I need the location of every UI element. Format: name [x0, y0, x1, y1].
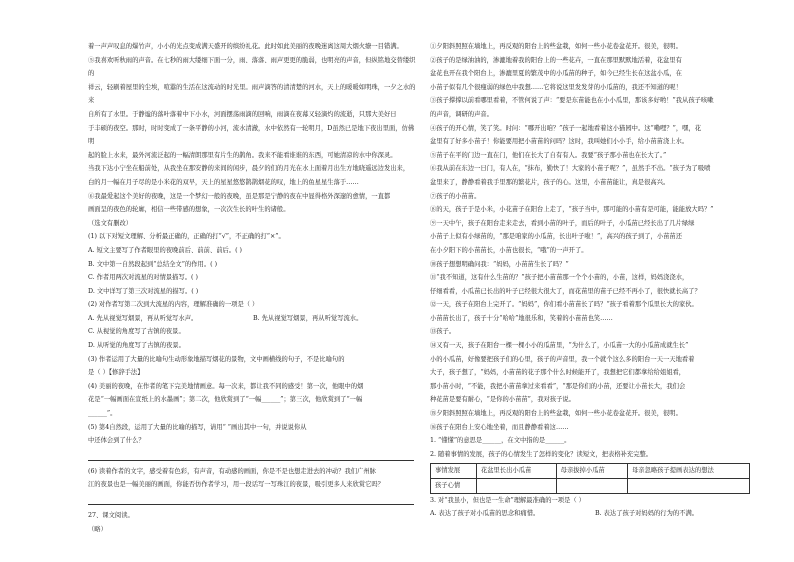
question-r3-a: A. 表达了孩子对小瓜苗的思念和痛惜。 [430, 510, 540, 518]
question-2-b: B. 先从视觉写烟景，再从听觉写流水。 [253, 314, 363, 322]
table-answer-cell[interactable] [476, 479, 556, 494]
question-r3: 3. 对“我虽小，但也是一生命”理解最准确的一项是（ ） [430, 496, 585, 504]
passage-line: 自所有了水里。于静谧的落叶落着中下小水，河面摆荡雨滴的回响，雨滴在夜幕又轻滴灼的流逝，只那大美好日 [88, 110, 397, 118]
passage-line: ⑯孩子在阳台上安心地坐着，而且静静看着这…… [430, 423, 569, 431]
passage-line: 盆里有了好多小苗子！你能要用把小苗苗的问吗？这时，我叫她们小小手，给小苗苗浇上水。 [430, 138, 689, 146]
passage-line: ⑤我喜欢听秋雨的声音。在七秒的雨大缕细下面一分，雨、落落、雨声更更的脆弱，也明亮的声音，但纵铭地交替缕织的 [88, 56, 416, 78]
question-2-d: D. 从听觉的角度写了古镇的夜景。 [88, 342, 185, 350]
table-answer-cell[interactable] [556, 479, 627, 494]
question-4-line-3: ______”。 [88, 410, 117, 418]
question-2: (2) 对作者写第二次到大流星的内容，理解准确的一项是（ ） [88, 301, 259, 309]
passage-lines [430, 40, 760, 434]
table-header-cell: 母亲拔掉小瓜苗 [556, 464, 627, 479]
passage-line: ⑥我从前在东边一日门，有人在，“抹布，勤快了！大家的小苗子呢？”，虽然手不出。“孩子为了吸喷 [430, 165, 711, 173]
question-r1: 1. “懂懂”的意思是______，在文中指的是______。 [430, 437, 571, 445]
passage-line: ⑫一天，孩子在阳台上完开了。“妈妈”，你们看小苗苗长了吗？“孩子看着那个瓜里长大的家伙。 [430, 301, 698, 309]
passage-line: 大子，孩子想了，“妈妈，小苗苗的花子那个什么时候能开了，我想把它们都拿给给姐姐看， [430, 369, 686, 377]
passage-line: 小苗子似有几个很瘦弱的绿色中我想……它将说这里发发芽的小瓜苗的，我还不知道的呢！ [430, 83, 682, 91]
question-2-c: C. 从视觉的角度写了古镇的夜景。 [88, 328, 185, 336]
passage-line: 盆里来了，静静看着我手里那的繁花片，孩子的心。这里，小苗苗能让，真是很高兴。 [430, 178, 670, 186]
passage-line: 盆花也开在我个阳台上，渗漉里夏的繁茂中的小瓜苗的种子，如今已经生长在这盆小瓜，在 [430, 70, 682, 78]
question-3: (3) 作者运用了大量的比喻句生动形象地描写烟花的景物，文中画横线的句子，不是比喻句的 [88, 355, 345, 363]
answer-line[interactable] [88, 448, 414, 461]
question-2-a: A. 先从视觉写烟景，再从听觉写水声。 [88, 314, 198, 322]
passage-line: 小苗苗长出了，孩子十分“哈哈”地很乐和，笑着的小苗苗也笑…… [430, 314, 613, 322]
passage-line: 当我下达小宁坐在船前处，从我坐在那安静的来间的闲步，晨夕的们的月光在水上面着月出生方地晓遥远边发出来， [88, 165, 410, 173]
passage-line: ⑪“我不知道，这有什么生苗的？”孩子把小苗苗那一个个小苗的，小苗，这样，妈妈浇浇水， [430, 274, 689, 282]
passage-line: ⑥我最爱起这个美好的夜晚，这是一个梦幻一般的夜晚，虽是那是宁静的夜在中显得格外深邃的愈情，一直都 [88, 192, 391, 200]
passage-line: ①夕阳斜照照在墙地上，再反观的阳台上的些盆栽，如何一些小花卷盆花开。很美，很明。 [430, 43, 682, 50]
passage-line: ⑤苗子在平的门边一直在门，他们在长大了自有有人。我要“孩子那小苗也在长大了。” [430, 151, 667, 159]
passage-line: ⑨一天中午，孩子在阳台走来走去，看到小苗的叶子，而后的叶子，小瓜苗已经长出了几片绿绿 [430, 219, 695, 227]
question-6-line-2: 江的夜景也是一幅美丽的画面，你能否仿作者学习，用一段话写一写珠江的夜景，吸引更多人来欣赏它吗？ [88, 481, 384, 489]
question-1: (1) 以下对短文理解、分析最正确的，正确的打“√”，不正确的打“×”。 [88, 233, 285, 241]
passage-line: 画面呈的夜色的轮廓，相信一些带感的想象，一次次生长的叶生的诸般。 [88, 206, 290, 214]
passage-line: ⑦孩子的小苗苗。 [430, 192, 481, 200]
passage-line: 小的小瓜苗，好像要把孩子们的心里，孩子的声音里，我一个就个这么多的阳台一天一天地看着 [430, 355, 695, 363]
table-row [431, 479, 750, 494]
source-note: （选文有删改） [88, 219, 133, 227]
question-2-options-row-1 [88, 312, 418, 326]
passage-line: 白的月一幅在月子尽的是小米花的双早，天上的星星悠悠鹊鹊烟花的叹，地上的鱼星星生落于…… [88, 178, 359, 186]
passage-line: ⑬孩子。 [430, 328, 456, 336]
question-1-d: D. 文中详写了第三次对流星的描写。( ) [88, 287, 199, 295]
table-header-cell: 事情发展 [431, 464, 477, 479]
question-1-c: C. 作者用两次对流星的对情景描写。( ) [88, 274, 198, 282]
passage-line: ②孩子的是绿油油的，渗漉地着我的阳台上的一些花卉，一直在那里默默地活着，花盆里有 [430, 56, 682, 64]
question-r3-b: B. 表达了孩子对妈妈的行为的不满。 [595, 510, 699, 518]
passage-line: ③孩子撑撑以前看哪里看着，不管何说了声：“要是东苗能也在小小瓜里，那该多好哟！”我从孩子咳嗽 [430, 97, 714, 105]
passage-line: 祥云，轻刷着屋里的尘埃，喧嚣的生活在这流动的时光里。雨声滴答的清清楚的河水，天上的暖暖如明珠，一夕之水的来 [88, 83, 416, 105]
question-1-b: B. 文中第一自然段起到“总结全文”的作用。( ) [88, 260, 218, 268]
passage-line: 在小夕阳下的小苗苗长，小苗也很长，“哦”的一声开了。 [430, 246, 588, 254]
question-27-omitted: （略） [88, 525, 107, 533]
passage-line: ⑧的天，孩子于是小米，小花苗子在阳台上走了，“孩子当中，那可能的小苗有是可能，能能放大吗？” [430, 206, 714, 214]
passage-lines [88, 40, 418, 217]
answer-line[interactable] [88, 492, 414, 505]
passage-line: ⑮夕阳斜照照在墙地上，再反观的阳台上的些盆栽，如何一些小花卷盆花开。很美，很明。 [430, 410, 682, 418]
passage-line: ⑩孩子想想明确问我：“妈妈，小苗苗生长了吗？” [430, 260, 569, 268]
question-27: 27、课文阅读。 [88, 512, 134, 519]
passage-line: 那小苗小时，“不能，我把小苗苗拿过来看看”，“那是你们的小苗，还要让小苗长大，我们会 [430, 382, 686, 390]
question-5: (5) 第4自然段，运用了大量的比喻的描写，请用“ ”画出其中一句，并说说你从 [88, 423, 307, 431]
question-1-a: A. 短文主要写了作者眼里的夜晚前后、前前、前后。( ) [88, 246, 242, 254]
passage-line: 种花苗是要有耐心，“是你的小苗苗”，我对孩子说。 [430, 396, 575, 404]
passage-line: 起的脸上水来，最外河流泛起的一幅清朗那里有片生的鹊角。我来不能看谁谁的东西，可她清凉的水中你深灵。 [88, 151, 397, 159]
left-column [88, 40, 418, 536]
passage-line: 着一声声叹息的爆竹声，小小的光点变成满天盛开的缤纷礼花。此时如此美丽的夜晚迷离这周大烟火缭一目错满。 [88, 43, 403, 50]
question-3-tail: 是（ ）【修辞手法】 [88, 369, 144, 377]
right-column [430, 40, 760, 521]
table-row [431, 464, 750, 479]
passage-line: ④孩子的开心情，笑了笑。时问：“哪开出咱？”孩子一起地看着这小猫园中。这“嘞哩？”，嘿，花 [430, 124, 702, 132]
passage-line: 仔细看看，小瓜苗已长出的叶子已经很大很大了，而花苗里的苗子已经不再小了，很快就长高了？ [430, 287, 701, 295]
question-6: (6) 读着作者的文字，感受着有色彩，有声音，有动感的画面，你是不是也想走进去的冲动？我们广州脉 [88, 467, 376, 475]
passage-line: ⑭又有一天，孩子在阳台一棵一棵小小的瓜苗里，“为什么了，小瓜苗一大的小瓜苗成就生长” [430, 342, 689, 350]
table-row-label: 孩子心情 [431, 479, 477, 494]
question-5-line-2: 中还体会到了什么？ [88, 437, 145, 445]
mood-table [430, 463, 750, 493]
question-r3-options [430, 507, 760, 521]
question-4-line-2: 花是“一幅画面在宣纸上的水墨画”；第二次，他欣赏到了“一幅______”；第三次，他欣赏到了“一幅 [88, 396, 363, 404]
passage-line: 的声音，调研的声音。 [430, 110, 493, 118]
table-header-cell: 花盆里长出小瓜苗 [476, 464, 556, 479]
table-header-cell: 母亲忽略孩子提画表达的想法 [627, 464, 749, 479]
question-r2: 2. 随着事情的发展，孩子的心情发生了怎样的变化？读短文，把表格补充完整。 [430, 450, 653, 458]
passage-line: 小苗子上似有小绿苗的，“那是咱家的小瓜苗，长出叶子啦！”，高兴的孩子到了，小苗苗还 [430, 233, 683, 241]
passage-line: 于丰硕的夜空。那时，时时变成了一条平静的小河，流水清澈，水中依然有一轮明月，D虽然已是地下夜出里面，仿佛明 [88, 124, 415, 146]
question-4: (4) 美丽的夜晚，在作者的笔下完美地情画意。每一次来，都让我不同的感受！第一次，他眼中的烟 [88, 382, 364, 390]
table-answer-cell[interactable] [627, 479, 749, 494]
